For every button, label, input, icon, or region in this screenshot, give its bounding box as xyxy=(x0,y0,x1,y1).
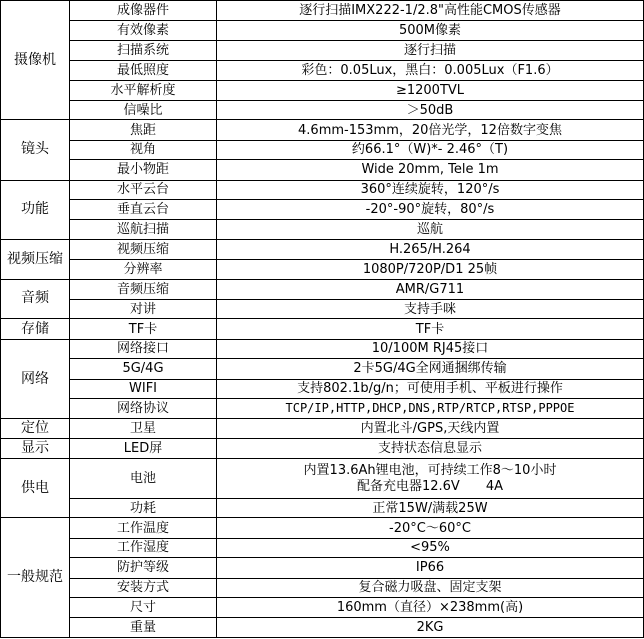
spec-row xyxy=(1,398,644,418)
spec-row xyxy=(1,518,644,538)
spec-label: 安装方式 xyxy=(70,578,217,597)
spec-row xyxy=(1,618,644,638)
spec-label: WIFI xyxy=(70,379,217,398)
spec-label: 重量 xyxy=(70,618,217,638)
spec-label: 工作湿度 xyxy=(70,538,217,557)
spec-row xyxy=(1,140,644,159)
spec-label: 5G/4G xyxy=(70,359,217,379)
spec-row xyxy=(1,180,644,199)
spec-row xyxy=(1,21,644,40)
category-label: 镜头 xyxy=(1,120,70,180)
category-label: 供电 xyxy=(1,459,70,518)
spec-label: 网络协议 xyxy=(70,398,217,418)
spec-value: 360°连续旋转，120°/s xyxy=(217,180,644,199)
spec-value: 巡航 xyxy=(217,220,644,239)
spec-row xyxy=(1,101,644,120)
spec-label: 巡航扫描 xyxy=(70,220,217,239)
spec-value: 复合磁力吸盘、固定支架 xyxy=(217,578,644,597)
spec-row xyxy=(1,379,644,398)
spec-row xyxy=(1,239,644,259)
spec-value: IP66 xyxy=(217,558,644,578)
spec-value: 正常15W/满载25W xyxy=(217,498,644,517)
spec-value: 逐行扫描 xyxy=(217,40,644,60)
category-label: 音频 xyxy=(1,279,70,319)
spec-label: 尺寸 xyxy=(70,597,217,617)
spec-row xyxy=(1,40,644,60)
spec-label: 分辨率 xyxy=(70,260,217,279)
spec-value: 逐行扫描IMX222-1/2.8"高性能CMOS传感器 xyxy=(217,1,644,21)
spec-value: 支持手咪 xyxy=(217,299,644,318)
spec-value: 4.6mm-153mm，20倍光学，12倍数字变焦 xyxy=(217,120,644,140)
spec-value: 2卡5G/4G全网通捆绑传输 xyxy=(217,359,644,379)
spec-value: TF卡 xyxy=(217,319,644,339)
spec-row xyxy=(1,260,644,279)
spec-row xyxy=(1,61,644,80)
spec-value: 支持802.1b/g/n；可使用手机、平板进行操作 xyxy=(217,379,644,398)
spec-row xyxy=(1,1,644,21)
category-label: 摄像机 xyxy=(1,1,70,120)
spec-label: 视频压缩 xyxy=(70,239,217,259)
spec-row xyxy=(1,120,644,140)
spec-row xyxy=(1,578,644,597)
spec-value: 内置北斗/GPS,天线内置 xyxy=(217,419,644,438)
category-label: 功能 xyxy=(1,180,70,239)
spec-value: 10/100M RJ45接口 xyxy=(217,339,644,358)
spec-label: 最低照度 xyxy=(70,61,217,80)
category-label: 存储 xyxy=(1,319,70,339)
spec-label: 视角 xyxy=(70,140,217,159)
spec-row xyxy=(1,220,644,239)
spec-label: 水平云台 xyxy=(70,180,217,199)
spec-value: AMR/G711 xyxy=(217,279,644,299)
spec-row xyxy=(1,319,644,339)
spec-value: H.265/H.264 xyxy=(217,239,644,259)
spec-row xyxy=(1,498,644,517)
spec-label: 电池 xyxy=(70,459,217,499)
category-label: 定位 xyxy=(1,419,70,438)
spec-value: 2KG xyxy=(217,618,644,638)
spec-value: TCP/IP,HTTP,DHCP,DNS,RTP/RTCP,RTSP,PPPOE xyxy=(217,398,644,418)
spec-row xyxy=(1,459,644,499)
spec-label: 有效像素 xyxy=(70,21,217,40)
spec-value: Wide 20mm, Tele 1m xyxy=(217,160,644,180)
spec-value: 内置13.6Ah锂电池，可持续工作8～10小时 配备充电器12.6V 4A xyxy=(217,459,644,499)
spec-label: 网络接口 xyxy=(70,339,217,358)
spec-label: 焦距 xyxy=(70,120,217,140)
spec-row xyxy=(1,339,644,358)
spec-label: 功耗 xyxy=(70,498,217,517)
spec-value: 160mm（直径）×238mm(高) xyxy=(217,597,644,617)
spec-value: <95% xyxy=(217,538,644,557)
spec-label: 最小物距 xyxy=(70,160,217,180)
spec-value: -20°-90°旋转，80°/s xyxy=(217,199,644,219)
spec-row xyxy=(1,160,644,180)
spec-label: 卫星 xyxy=(70,419,217,438)
spec-label: 信噪比 xyxy=(70,101,217,120)
spec-row xyxy=(1,279,644,299)
category-label: 显示 xyxy=(1,438,70,458)
spec-value: ＞50dB xyxy=(217,101,644,120)
spec-row xyxy=(1,597,644,617)
category-label: 网络 xyxy=(1,339,70,419)
spec-value: -20°C～60°C xyxy=(217,518,644,538)
spec-row xyxy=(1,199,644,219)
spec-value: 约66.1°（W)*- 2.46°（T) xyxy=(217,140,644,159)
spec-label: 垂直云台 xyxy=(70,199,217,219)
spec-value: 1080P/720P/D1 25帧 xyxy=(217,260,644,279)
spec-label: 扫描系统 xyxy=(70,40,217,60)
spec-label: 对讲 xyxy=(70,299,217,318)
spec-label: TF卡 xyxy=(70,319,217,339)
spec-row xyxy=(1,299,644,318)
spec-table-body xyxy=(1,1,644,638)
spec-row xyxy=(1,538,644,557)
category-label: 一般规范 xyxy=(1,518,70,638)
spec-row xyxy=(1,558,644,578)
spec-label: 音频压缩 xyxy=(70,279,217,299)
spec-row xyxy=(1,359,644,379)
spec-value: 支持状态信息显示 xyxy=(217,438,644,458)
category-label: 视频压缩 xyxy=(1,239,70,279)
spec-value: ≥1200TVL xyxy=(217,80,644,100)
spec-label: 防护等级 xyxy=(70,558,217,578)
spec-label: 工作温度 xyxy=(70,518,217,538)
spec-row xyxy=(1,80,644,100)
spec-label: 水平解析度 xyxy=(70,80,217,100)
spec-label: 成像器件 xyxy=(70,1,217,21)
spec-label: LED屏 xyxy=(70,438,217,458)
spec-value: 彩色：0.05Lux，黑白：0.005Lux（F1.6） xyxy=(217,61,644,80)
spec-row xyxy=(1,419,644,438)
spec-row xyxy=(1,438,644,458)
spec-value: 500M像素 xyxy=(217,21,644,40)
